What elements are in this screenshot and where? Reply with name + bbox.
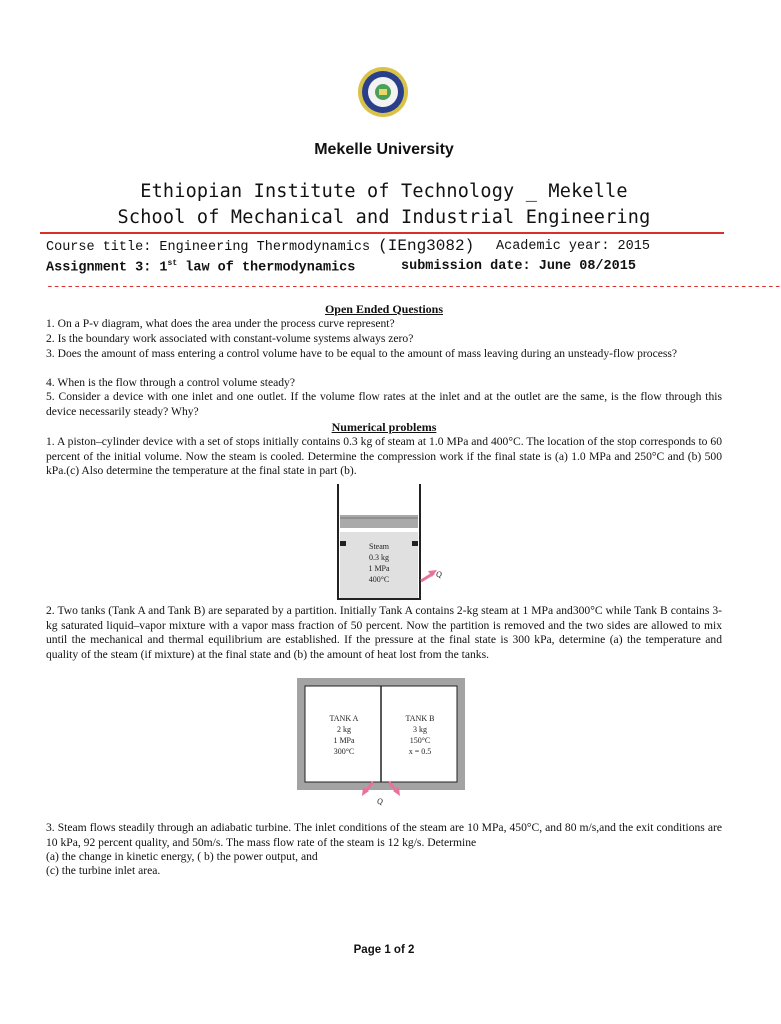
tank-heat-label: Q [377,797,383,806]
header-divider [40,232,724,234]
academic-year: Academic year: 2015 [496,239,650,254]
problem-2: 2. Two tanks (Tank A and Tank B) are separated by a partition. Initially Tank A contains 2-kg steam at 1 MPa and300°C while Tank B contains 3-kg saturated liquid–vapor mixture with a vapor mass fraction of 50 percent. Now the partition is removed and the two sides are allowed to mix until the mechanical and thermal equilibrium are established. If the pressure at the final state is 300 kPa, determine (a) the temperature and quality of the steam (if mixture) at the final state and (b) the amount of heat lost from the tanks. [46,604,722,661]
problem-1: 1. A piston–cylinder device with a set of stops initially contains 0.3 kg of steam at 1.0 MPa and 400°C. The location of the stop corresponds to 60 percent of the initial volume. Now the steam is cooled. Determine the compression work if the final state is (a) 1.0 MPa and 250°C and (b) 500 kPa.(c) Also determine the temperature at the final state in part (b). [46,435,722,478]
numerical-heading: Numerical problems [331,420,437,434]
tank-a-label: TANK A 2 kg 1 MPa 300°C [329,714,359,756]
question-5: 5. Consider a device with one inlet and one outlet. If the volume flow rates at the inlet and at the outlet are the same, is the flow through this device necessarily steady? Why? [46,390,722,418]
piston-cylinder-figure [322,484,452,602]
university-logo [357,66,409,118]
page-number: Page 1 of 2 [353,944,415,956]
university-name: Mekelle University [314,141,454,158]
school-name: School of Mechanical and Industrial Engineering [117,207,651,228]
course-code: (IEng3082) [378,237,475,255]
dashed-separator: ------------------------------------------------------------------------------------------------------------ [46,279,781,294]
institute-name: Ethiopian Institute of Technology _ Mekelle [140,181,628,202]
heat-label: Q [436,570,442,579]
two-tanks-figure [297,678,465,808]
steam-label: Steam 0.3 kg 1 MPa 400°C [368,542,390,584]
question-1: 1. On a P-v diagram, what does the area under the process curve represent? [46,317,395,330]
open-ended-heading: Open Ended Questions [324,302,444,316]
problem-3-part-ab: (a) the change in kinetic energy, ( b) the power output, and [46,850,318,863]
course-title: Course title: Engineering Thermodynamics (IEng3082) [46,237,475,255]
assignment-title: Assignment 3: 1st law of thermodynamics [46,259,356,276]
submission-date: submission date: June 08/2015 [401,259,636,274]
question-3: 3. Does the amount of mass entering a control volume have to be equal to the amount of mass leaving during an unsteady-flow process? [46,347,678,360]
problem-3-part-c: (c) the turbine inlet area. [46,864,161,877]
tank-b-label: TANK B 3 kg 150°C x = 0.5 [405,714,435,756]
problem-3: 3. Steam flows steadily through an adiabatic turbine. The inlet conditions of the steam are 10 MPa, 450°C, and 80 m/s,and the exit conditions are 10 kPa, 92 percent quality, and 50m/s. The mass flow rate of the steam is 12 kg/s. Determine [46,821,722,849]
question-2: 2. Is the boundary work associated with constant-volume systems always zero? [46,332,414,345]
question-4: 4. When is the flow through a control volume steady? [46,376,295,389]
